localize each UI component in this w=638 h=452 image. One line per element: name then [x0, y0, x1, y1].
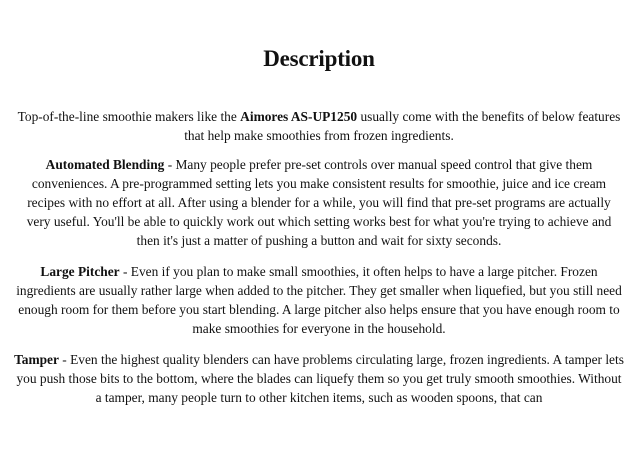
- section-body: - Even if you plan to make small smoothies, it often helps to have a large pitcher. Frozen ingredients are usually rather large when added to the pitcher. They get smaller when liquefied, but you still need enough room for them before you start blending. A large pitcher also helps ensure that you have enough room to make smoothies for everyone in the household.: [16, 264, 622, 336]
- section-large-pitcher: [14, 262, 624, 338]
- section-heading: Tamper: [14, 352, 59, 367]
- product-name: Aimores AS-UP1250: [240, 109, 358, 124]
- section-heading: Large Pitcher: [40, 264, 120, 279]
- section-automated-blending: [14, 155, 624, 250]
- page-title: Description: [263, 46, 375, 71]
- intro-paragraph: [14, 107, 624, 145]
- section-heading: Automated Blending: [45, 157, 165, 172]
- intro-text-before: Top-of-the-line smoothie makers like the: [17, 109, 241, 124]
- intro-text-after: usually come with the benefits of below features that help make smoothies from frozen ingredients.: [184, 109, 621, 143]
- section-body: - Many people prefer pre-set controls over manual speed control that give them conveniences. A pre-programmed setting lets you make consistent results for smoothie, juice and ice cream recipes with no effort at all. After using a blender for a while, you will find that pre-set programs are actually very useful. You'll be able to quickly work out which setting works best for what you're trying to achieve and then it's just a matter of pushing a button and wait for sixty seconds.: [26, 157, 612, 248]
- section-body: - Even the highest quality blenders can have problems circulating large, frozen ingredients. A tamper lets you push those bits to the bottom, where the blades can liquefy them so you get truly smooth smoothies. Without a tamper, many people turn to other kitchen items, such as wooden spoons, that can: [16, 352, 624, 405]
- section-tamper: [14, 350, 624, 407]
